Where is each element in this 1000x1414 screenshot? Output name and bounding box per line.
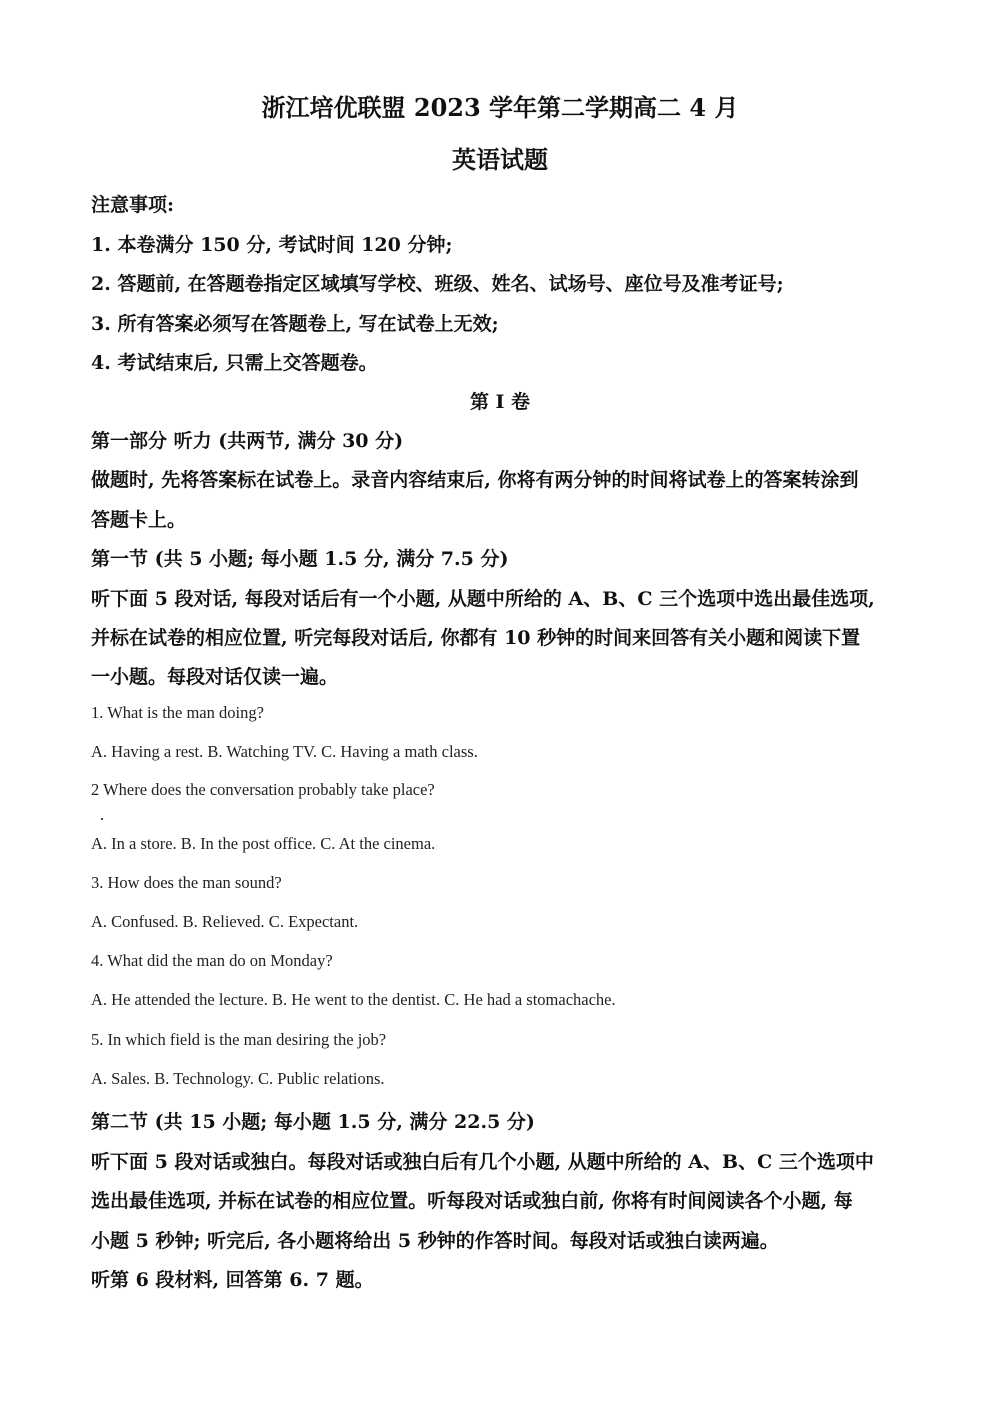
section2-instruction-line: 小题 5 秒钟; 听完后, 各小题将给出 5 秒钟的作答时间。每段对话或独白读两遍。 [91,1230,779,1252]
section1-instruction-line: 一小题。每段对话仅读一遍。 [91,666,339,688]
section1-instruction-line: 听下面 5 段对话, 每段对话后有一个小题, 从题中所给的 A、B、C 三个选项中选出最佳选项, [91,588,875,610]
part1-heading: 第一部分 听力 (共两节, 满分 30 分) [91,430,404,452]
part1-intro-line: 做题时, 先将答案标在试卷上。录音内容结束后, 你将有两分钟的时间将试卷上的答案转涂到 [91,469,859,491]
notice-heading: 注意事项: [91,194,175,216]
section2-material-line: 听第 6 段材料, 回答第 6. 7 题。 [91,1269,374,1291]
notice-item: 2. 答题前, 在答题卷指定区域填写学校、班级、姓名、试场号、座位号及准考证号; [91,273,784,295]
section2-instruction-line: 听下面 5 段对话或独白。每段对话或独白后有几个小题, 从题中所给的 A、B、C 三个选项中 [91,1151,874,1173]
question-options: A. He attended the lecture. B. He went to the dentist. C. He had a stomachache. [91,990,616,1009]
question-options: A. Having a rest. B. Watching TV. C. Having a math class. [91,742,478,761]
notice-item: 4. 考试结束后, 只需上交答题卷。 [91,352,378,374]
question-options: A. Sales. B. Technology. C. Public relations. [91,1069,385,1088]
stray-dot [101,818,103,820]
exam-subtitle: 英语试题 [452,145,548,174]
question-options: A. In a store. B. In the post office. C. At the cinema. [91,834,436,853]
section1-heading: 第一节 (共 5 小题; 每小题 1.5 分, 满分 7.5 分) [91,548,509,570]
section2-instruction-line: 选出最佳选项, 并标在试卷的相应位置。听每段对话或独白前, 你将有时间阅读各个小题, 每 [91,1190,853,1212]
question-options: A. Confused. B. Relieved. C. Expectant. [91,912,359,931]
exam-title: 浙江培优联盟 2023 学年第二学期高二 4 月 [261,93,739,122]
notice-item: 1. 本卷满分 150 分, 考试时间 120 分钟; [91,234,453,256]
part1-intro-line: 答题卡上。 [91,509,187,531]
question-text: 2 Where does the conversation probably take place? [91,780,435,799]
question-text: 5. In which field is the man desiring the job? [91,1030,387,1049]
question-text: 3. How does the man sound? [91,873,282,892]
section1-instruction-line: 并标在试卷的相应位置, 听完每段对话后, 你都有 10 秒钟的时间来回答有关小题和阅读下置 [91,627,861,649]
question-text: 1. What is the man doing? [91,703,264,722]
volume-label: 第 I 卷 [469,391,531,413]
question-text: 4. What did the man do on Monday? [91,951,333,970]
section2-heading: 第二节 (共 15 小题; 每小题 1.5 分, 满分 22.5 分) [91,1111,535,1133]
notice-item: 3. 所有答案必须写在答题卷上, 写在试卷上无效; [91,313,499,335]
